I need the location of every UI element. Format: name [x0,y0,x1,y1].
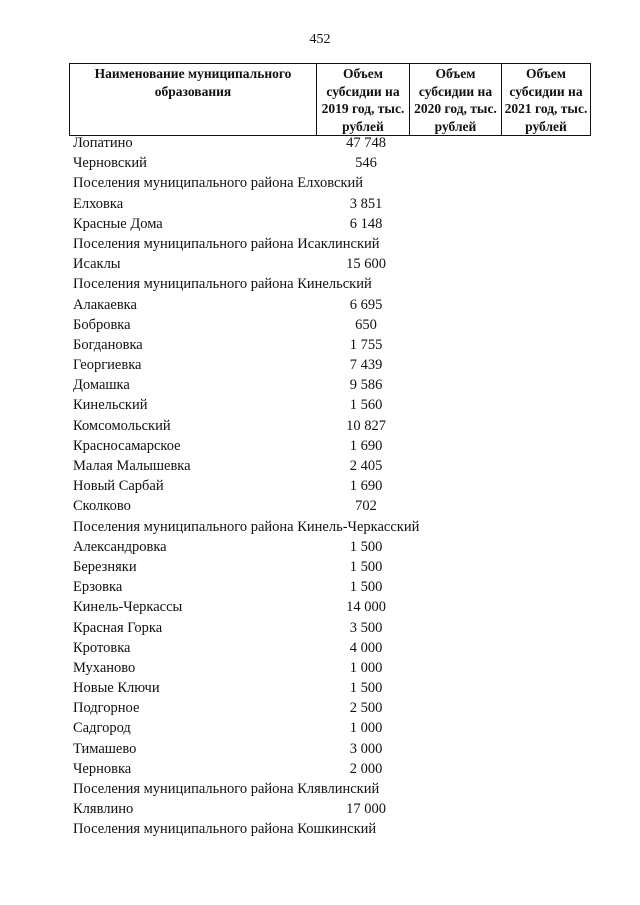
table-row [73,436,613,456]
municipality-name: Черновский [73,155,147,172]
district-heading: Поселения муниципального района Елховский [73,175,364,192]
municipality-name: Лопатино [73,135,133,151]
municipality-name: Домашка [73,377,130,394]
subsidy-2019-value: 15 600 [346,256,386,273]
table-row [73,496,613,516]
table-row [73,678,613,698]
table-row [73,577,613,597]
subsidy-2019-value: 47 748 [346,135,386,151]
subsidy-2019-value: 2 000 [349,760,383,777]
municipality-name: Ерзовка [73,579,123,596]
subsidy-2019-value: 9 586 [349,377,383,394]
district-heading: Поселения муниципального района Исаклинский [73,235,380,252]
municipality-name: Бобровка [73,316,131,333]
subsidy-2019-value: 1 000 [349,659,383,676]
subsidy-2019-value: 17 000 [346,801,386,818]
municipality-name: Новые Ключи [73,680,160,697]
subsidy-2019-value: 3 500 [349,619,383,636]
municipality-name: Клявлино [73,801,134,818]
subsidy-2019-value: 1 500 [349,558,383,575]
table-row [73,658,613,678]
subsidy-2019-value: 14 000 [346,599,386,616]
table-row [73,153,613,173]
table-row [73,315,613,335]
section-heading-row [73,234,613,254]
table-row [73,476,613,496]
section-heading-row [73,779,613,799]
table-row [73,799,613,819]
subsidy-2019-value: 650 [355,316,377,333]
subsidy-2019-value: 1 560 [349,397,383,414]
municipality-name: Подгорное [73,700,140,717]
table-row [73,638,613,658]
municipality-name: Комсомольский [73,417,171,434]
section-heading-row [73,819,613,839]
municipality-name: Черновка [73,760,132,777]
table-row [73,254,613,274]
header-subsidy-2021: Объем субсидии на 2021 год, тыс. рублей [502,64,591,136]
table-row [73,759,613,779]
municipality-name: Кротовка [73,639,131,656]
subsidy-2019-value: 2 405 [349,458,383,474]
municipality-name: Тимашево [73,740,137,757]
page-number: 452 [309,32,331,47]
subsidy-table-header [69,63,591,136]
table-row [73,416,613,436]
table-row [73,456,613,476]
section-heading-row [73,517,613,537]
subsidy-2019-value: 1 500 [349,538,383,555]
table-row [73,375,613,395]
municipality-name: Березняки [73,558,137,575]
municipality-name: Муханово [73,659,136,676]
table-row [73,537,613,557]
district-heading: Поселения муниципального района Кошкинский [73,821,377,838]
municipality-name: Исаклы [73,256,121,273]
header-municipality: Наименование муниципального образования [70,64,317,136]
subsidy-2019-value: 3 000 [349,740,383,757]
table-row [73,739,613,759]
table-row [73,295,613,315]
municipality-name: Малая Малышевка [73,458,191,474]
municipality-name: Елховка [73,195,124,212]
table-row [73,557,613,577]
municipality-name: Богдановка [73,336,143,353]
municipality-name: Георгиевка [73,357,142,374]
subsidy-2019-value: 6 148 [349,215,383,232]
municipality-name: Красные Дома [73,215,163,232]
table-row [73,194,613,214]
district-heading: Поселения муниципального района Кинельский [73,276,372,293]
municipality-name: Кинель-Черкассы [73,599,183,616]
subsidy-2019-value: 6 695 [349,296,383,313]
subsidy-2019-value: 2 500 [349,700,383,717]
municipality-name: Красная Горка [73,619,163,636]
table-row [73,718,613,738]
municipality-name: Александровка [73,538,167,555]
section-heading-row [73,173,613,193]
header-subsidy-2020: Объем субсидии на 2020 год, тыс. рублей [410,64,502,136]
subsidy-2019-value: 1 690 [349,478,383,495]
subsidy-2019-value: 1 500 [349,680,383,697]
subsidy-2019-value: 3 851 [349,195,383,212]
subsidy-2019-value: 702 [355,498,377,515]
subsidy-2019-value: 1 500 [349,579,383,596]
subsidy-2019-value: 546 [355,155,377,172]
subsidy-table-body [73,133,613,840]
subsidy-2019-value: 1 690 [349,437,383,454]
section-heading-row [73,274,613,294]
municipality-name: Садгород [73,720,131,737]
header-subsidy-2019: Объем субсидии на 2019 год, тыс. рублей [317,64,410,136]
subsidy-2019-value: 1 755 [349,336,383,353]
subsidy-2019-value: 1 000 [349,720,383,737]
subsidy-2019-value: 10 827 [346,417,386,434]
subsidy-2019-value: 4 000 [349,639,383,656]
municipality-name: Сколково [73,498,131,515]
table-row [73,698,613,718]
municipality-name: Красносамарское [73,437,181,454]
table-row [73,214,613,234]
table-row [73,335,613,355]
district-heading: Поселения муниципального района Кинель-Черкасский [73,518,420,535]
municipality-name: Алакаевка [73,296,137,313]
table-row [73,618,613,638]
municipality-name: Кинельский [73,397,148,414]
table-row [73,395,613,415]
table-row [73,597,613,617]
table-row [73,133,613,153]
municipality-name: Новый Сарбай [73,478,164,495]
subsidy-2019-value: 7 439 [349,357,383,374]
district-heading: Поселения муниципального района Клявлинский [73,781,380,797]
table-row [73,355,613,375]
